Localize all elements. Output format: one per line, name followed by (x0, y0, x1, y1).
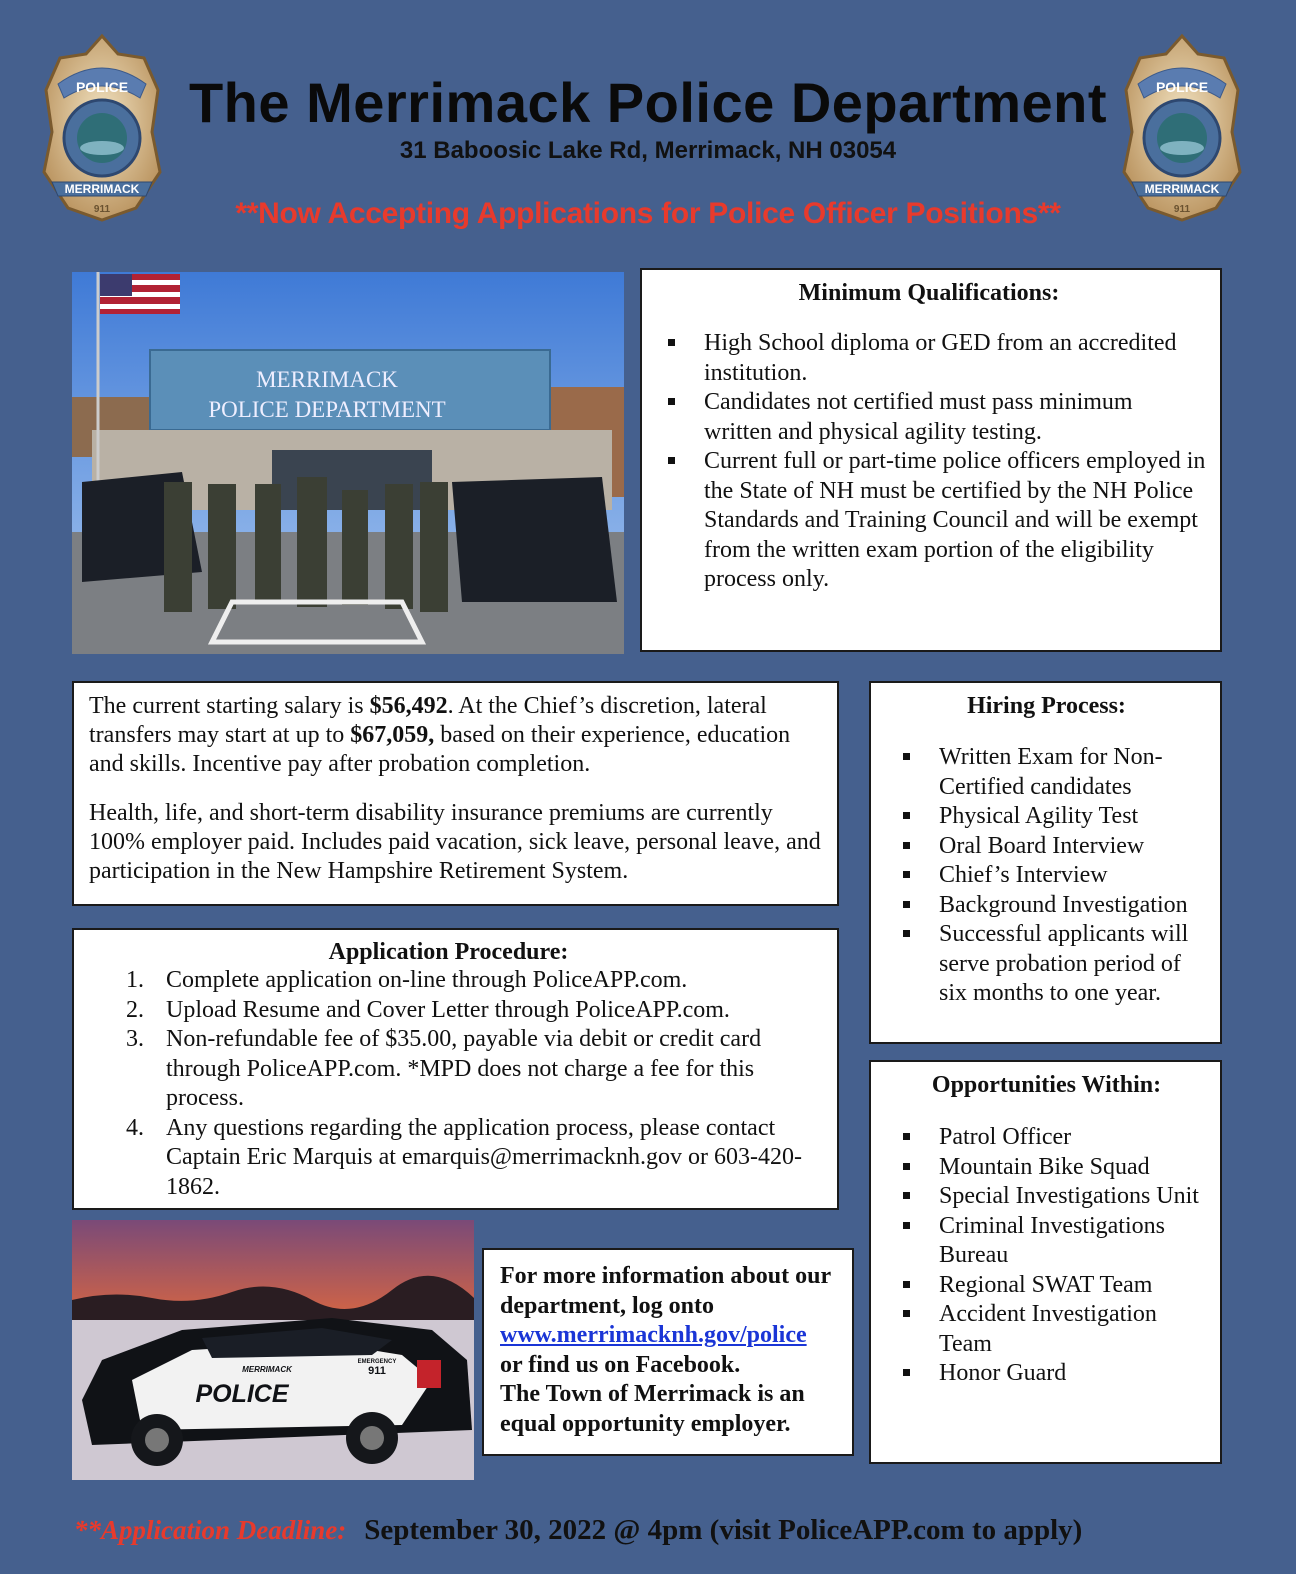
list-item: Current full or part-time police officers employed in the State of NH must be certified by the NH Police Standards and Training Council and will be exempt from the written exam portion of the eligibility process only. (652, 447, 1206, 595)
list-item: Mountain Bike Squad (887, 1153, 1206, 1183)
more-info-line3: The Town of Merrimack is an equal opportunity employer. (500, 1381, 805, 1437)
salary-text-c: based on their experience, education and skills. Incentive pay after probation completion. (89, 722, 791, 777)
more-info-line2: or find us on Facebook. (500, 1351, 741, 1378)
step-text: Any questions regarding the application process, please contact Captain Eric Marquis at emarquis@merrimacknh.gov or 603-420-1862. (166, 1114, 802, 1200)
list-item: Patrol Officer (887, 1123, 1206, 1153)
step-number: 2. (126, 996, 144, 1023)
recruiting-banner: **Now Accepting Applications for Police Officer Positions** (235, 197, 1061, 230)
min-qualifications-title: Minimum Qualifications: (798, 280, 1060, 306)
application-step (74, 1025, 823, 1114)
opportunities-list (887, 1123, 1206, 1389)
badge-top-text-right: POLICE (1155, 79, 1209, 95)
min-qualifications-list (652, 329, 1206, 595)
car-911-label: 911 (368, 1365, 386, 1377)
page-title: The Merrimack Police Department (188, 71, 1108, 134)
salary-paragraph (89, 692, 823, 779)
application-steps (74, 966, 823, 1202)
step-text: Non-refundable fee of $35.00, payable via debit or credit card through PoliceAPP.com. *MPD does not charge a fee for this process. (166, 1026, 762, 1111)
salary-box (72, 681, 839, 906)
badge-top-text: POLICE (75, 79, 129, 95)
police-car-photo (72, 1220, 474, 1480)
more-info-line1: For more information about our department, log onto (500, 1263, 831, 1319)
list-item: Background Investigation (887, 891, 1206, 921)
application-procedure-box (72, 928, 839, 1210)
car-town-label: MERRIMACK (242, 1365, 292, 1374)
address: 31 Baboosic Lake Rd, Merrimack, NH 03054 (399, 137, 897, 164)
step-number: 4. (126, 1114, 144, 1141)
min-qualifications-box (640, 268, 1222, 652)
station-photo (72, 272, 624, 654)
deadline-text: September 30, 2022 @ 4pm (visit PoliceAPP.com to apply) (364, 1514, 1083, 1546)
list-item: Oral Board Interview (887, 832, 1206, 862)
step-text: Complete application on-line through PoliceAPP.com. (166, 967, 688, 993)
deadline-row (74, 1514, 1224, 1547)
deadline-label: **Application Deadline: (74, 1515, 347, 1545)
benefits-paragraph: Health, life, and short-term disability insurance premiums are currently 100% employer paid. Includes paid vacation, sick leave, personal leave, and participation in the New Hampshire Retirement System. (89, 800, 821, 884)
lateral-salary: $67,059, (350, 722, 435, 748)
opportunities-title: Opportunities Within: (931, 1072, 1162, 1098)
application-procedure-title: Application Procedure: (328, 939, 569, 965)
list-item: Regional SWAT Team (887, 1271, 1206, 1301)
hiring-process-box (869, 681, 1222, 1044)
salary-text-b: . At the Chief’s discretion, lateral transfers may start at up to (89, 693, 767, 748)
badge-number-right: 911 (1173, 204, 1191, 215)
salary-text-a: The current starting salary is (89, 693, 370, 719)
car-police-label: POLICE (195, 1380, 289, 1408)
list-item: Physical Agility Test (887, 802, 1206, 832)
step-number: 1. (126, 967, 144, 993)
list-item: Criminal Investigations Bureau (887, 1212, 1206, 1271)
list-item: Accident Investigation Team (887, 1300, 1206, 1359)
application-step (74, 1114, 823, 1203)
website-link[interactable]: www.merrimacknh.gov/police (500, 1322, 807, 1348)
hiring-process-list (887, 743, 1206, 1009)
hiring-process-title: Hiring Process: (967, 693, 1126, 719)
police-badge-left (40, 32, 164, 222)
list-item: Chief’s Interview (887, 861, 1206, 891)
list-item: Special Investigations Unit (887, 1182, 1206, 1212)
badge-number: 911 (93, 204, 111, 215)
application-step (74, 996, 823, 1026)
list-item: Written Exam for Non-Certified candidates (887, 743, 1206, 802)
car-emergency-label: EMERGENCY (357, 1359, 397, 1365)
list-item: Successful applicants will serve probation period of six months to one year. (887, 920, 1206, 1009)
list-item: High School diploma or GED from an accredited institution. (652, 329, 1206, 388)
more-info-box (482, 1248, 854, 1456)
step-text: Upload Resume and Cover Letter through PoliceAPP.com. (166, 996, 730, 1023)
step-number: 3. (126, 1026, 144, 1052)
list-item: Honor Guard (887, 1359, 1206, 1389)
station-sign-line1: MERRIMACK (256, 367, 398, 392)
list-item: Candidates not certified must pass minimum written and physical agility testing. (652, 388, 1206, 447)
application-step (74, 966, 823, 996)
opportunities-box (869, 1060, 1222, 1464)
station-sign-line2: POLICE DEPARTMENT (208, 397, 446, 422)
starting-salary: $56,492 (369, 693, 448, 719)
badge-bottom-text-right: MERRIMACK (1144, 182, 1220, 196)
badge-bottom-text: MERRIMACK (64, 182, 140, 196)
